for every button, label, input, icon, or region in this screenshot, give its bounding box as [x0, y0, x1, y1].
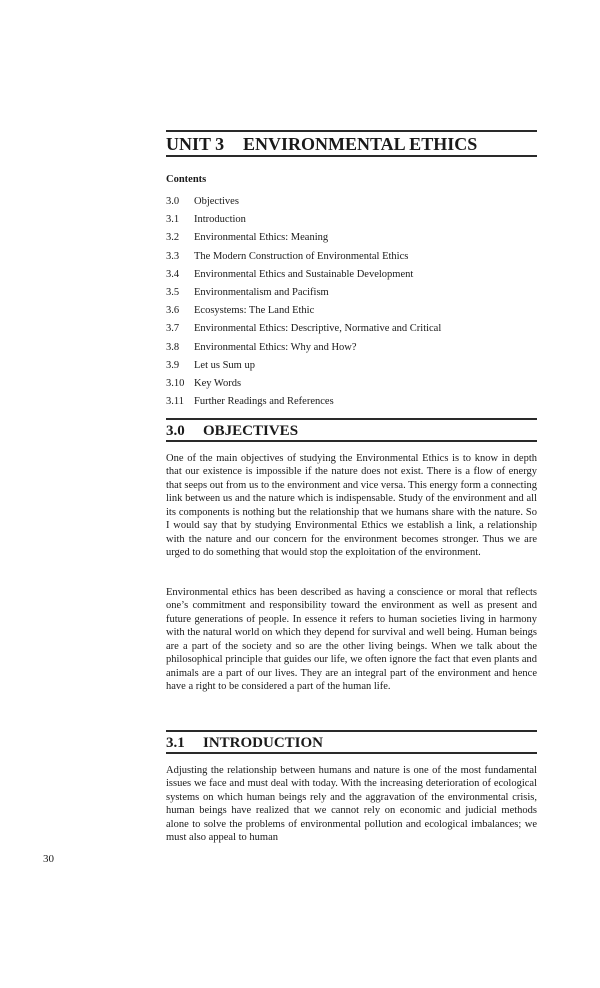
section-title: INTRODUCTION	[203, 735, 324, 751]
toc-item	[166, 193, 537, 211]
unit-title	[166, 130, 537, 157]
toc-item	[166, 211, 537, 229]
toc-item	[166, 266, 537, 284]
toc-number: 3.11	[166, 396, 184, 408]
unit-heading: ENVIRONMENTAL ETHICS	[243, 134, 478, 154]
toc-title: The Modern Construction of Environmental Ethics	[194, 250, 409, 262]
contents-label: Contents	[166, 174, 207, 185]
toc-title: Environmental Ethics: Why and How?	[194, 341, 357, 353]
toc-title: Key Words	[194, 377, 242, 389]
toc-title: Let us Sum up	[194, 359, 255, 371]
toc-number: 3.1	[166, 214, 180, 226]
toc-title: Environmental Ethics and Sustainable Development	[194, 268, 414, 280]
section-title: OBJECTIVES	[203, 423, 299, 439]
toc-number: 3.9	[166, 359, 180, 371]
toc-number: 3.0	[166, 196, 180, 207]
section-number: 3.0	[166, 423, 185, 439]
toc-item	[166, 375, 537, 393]
toc-title: Environmental Ethics: Meaning	[194, 232, 329, 244]
toc-item	[166, 229, 537, 247]
objectives-paragraph-1: One of the main objectives of studying the Environmental Ethics is to know in depth that our existence is impossible if the nature does not exist. There is a flow of energy that seeps out from us to the environment and vice versa. This energy form a connecting link between us and the nature which is indispensable. Study of the environment and all its components is nothing but the relationship that we humans share with the nature. So I would say that by studying Environmental Ethics we establish a link, a relationship with the nature and our concern for the environment becomes stronger. Thus we are urged to do something that would stop the exploitation of the environment.	[166, 453, 537, 559]
toc-number: 3.7	[166, 323, 180, 335]
toc-number: 3.4	[166, 268, 180, 280]
section-heading-objectives	[166, 418, 537, 442]
toc-number: 3.10	[166, 377, 185, 389]
toc-item	[166, 248, 537, 266]
objectives-paragraph-2: Environmental ethics has been described as having a conscience or moral that reflects one’s commitment and responsibility toward the environment as well as present and future generations of people. In essence it refers to human societies living in harmony with the natural world on which they depend for survival and well being. Human beings are a part of the society and so are the other living beings. When we talk about the philosophical principle that guides our life, we often ignore the fact that even plants and animals are a part of our lives. They are an integral part of the environment and hence have a right to be considered a part of the human life.	[166, 587, 537, 693]
introduction-paragraph-1: Adjusting the relationship between humans and nature is one of the most fundamental issues we face and must deal with today. With the increasing deterioration of ecological systems on which human beings rely and the aggravation of the environmental crisis, human beings have realized that we cannot rely on economic and judicial methods alone to solve the problems of environmental pollution and ecological imbalances; we must also appeal to human	[166, 765, 537, 844]
toc-number: 3.6	[166, 305, 180, 317]
toc-title: Environmentalism and Pacifism	[194, 286, 329, 298]
toc-item	[166, 357, 537, 375]
section-heading-introduction	[166, 730, 537, 754]
toc-number: 3.8	[166, 341, 180, 353]
toc-item	[166, 393, 537, 411]
table-of-contents	[166, 193, 537, 411]
toc-number: 3.3	[166, 250, 180, 262]
unit-number: UNIT 3	[166, 134, 225, 154]
toc-item	[166, 339, 537, 357]
page-number: 30	[43, 853, 54, 865]
toc-number: 3.5	[166, 286, 180, 298]
toc-title: Objectives	[194, 196, 239, 207]
toc-item	[166, 320, 537, 338]
toc-item	[166, 302, 537, 320]
section-number: 3.1	[166, 735, 185, 751]
toc-item	[166, 284, 537, 302]
toc-title: Ecosystems: The Land Ethic	[194, 305, 315, 317]
toc-number: 3.2	[166, 232, 180, 244]
toc-title: Introduction	[194, 214, 246, 226]
toc-title: Environmental Ethics: Descriptive, Normative and Critical	[194, 323, 442, 335]
toc-title: Further Readings and References	[194, 396, 334, 408]
